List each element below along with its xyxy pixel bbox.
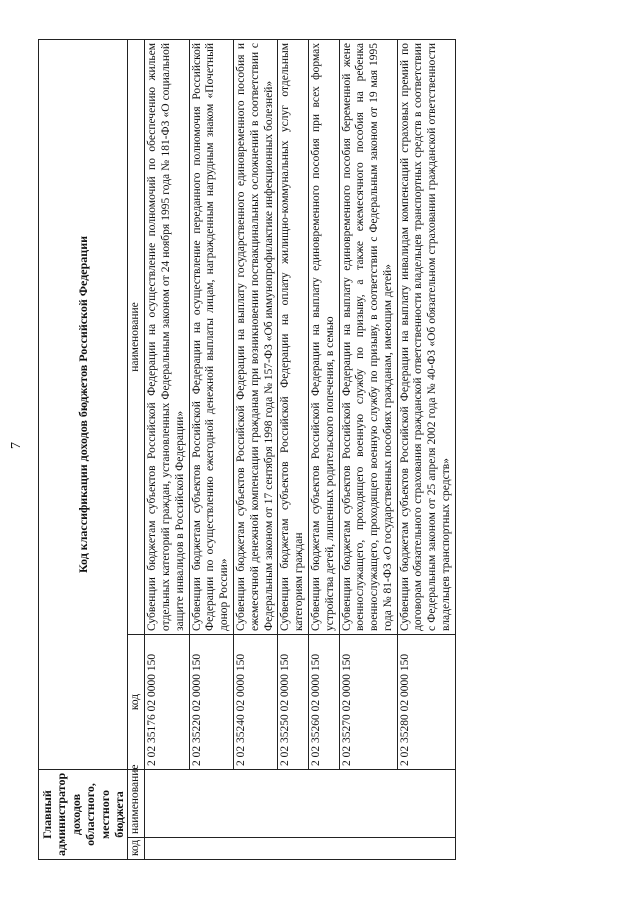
income-name: Субвенции бюджетам субъектов Российской Федерации на выплату единовременного пособия беременной жене военнослужащего, проходящего военную службу по призыву, а также ежемесячного пособия на ребенка военнослужащего, проходящего военную службу по призыву, в соответствии с Федеральным законом от 19 мая 1995 года № 81-ФЗ «О государственных пособиях гражданам, имеющим детей» xyxy=(339,40,397,635)
rotated-table-container xyxy=(38,40,598,860)
table-row xyxy=(397,40,455,860)
income-name: Субвенции бюджетам субъектов Российской Федерации на осуществление полномочий по обеспечению жильем отдельных категорий граждан, установленных Федеральным законом от 24 ноября 1995 года № 181-ФЗ «О социальной защите инвалидов в Российской Федерации» xyxy=(145,40,189,635)
col-kod-header: код xyxy=(128,838,145,860)
admin-name-cell xyxy=(145,770,456,838)
header-row-main xyxy=(39,40,128,860)
admin-header: Главный администратор доходов областного, местного бюджета xyxy=(39,770,128,860)
income-code: 2 02 35220 02 0000 150 xyxy=(189,635,233,770)
table-row xyxy=(145,40,189,860)
col-name-header: наименование xyxy=(128,40,145,635)
table-row xyxy=(308,40,339,860)
table-row xyxy=(189,40,233,860)
page-number: 7 xyxy=(9,442,24,449)
table-row xyxy=(233,40,277,860)
admin-code-cell xyxy=(145,838,456,860)
income-code: 2 02 35280 02 0000 150 xyxy=(397,635,455,770)
income-code: 2 02 35250 02 0000 150 xyxy=(278,635,309,770)
classification-header: Код классификации доходов бюджетов Российской Федерации xyxy=(39,40,128,770)
classification-table xyxy=(38,39,456,860)
income-code: 2 02 35176 02 0000 150 xyxy=(145,635,189,770)
income-code: 2 02 35240 02 0000 150 xyxy=(233,635,277,770)
col-code-header: код xyxy=(128,635,145,770)
income-name: Субвенции бюджетам субъектов Российской Федерации на осуществление переданного полномочия Российской Федерации по осуществлению ежегодной денежной выплаты лицам, награжденным нагрудным знаком «Почетный донор России» xyxy=(189,40,233,635)
income-name: Субвенции бюджетам субъектов Российской Федерации на выплату государственного единовременного пособия и ежемесячной денежной компенсации гражданам при возникновении поствакцинальных осложнений в соответствии с Федеральным законом от 17 сентября 1998 года № 157-ФЗ «Об иммунопрофилактике инфекционных болезней» xyxy=(233,40,277,635)
income-name: Субвенции бюджетам субъектов Российской Федерации на оплату жилищно-коммунальных услуг отдельным категориям граждан xyxy=(278,40,309,635)
income-code: 2 02 35260 02 0000 150 xyxy=(308,635,339,770)
table-row xyxy=(339,40,397,860)
header-row-sub xyxy=(128,40,145,860)
col-admin-name-header: наименование xyxy=(128,770,145,838)
income-name: Субвенции бюджетам субъектов Российской Федерации на выплату единовременного пособия при всех формах устройства детей, лишенных родительского попечения, в семью xyxy=(308,40,339,635)
income-name: Субвенции бюджетам субъектов Российской Федерации на выплату инвалидам компенсаций страховых премий по договорам обязательного страхования гражданской ответственности владельцев транспортных средств в соответствии с Федеральным законом от 25 апреля 2002 года № 40-ФЗ «Об обязательном страховании гражданской ответственности владельцев транспортных средств» xyxy=(397,40,455,635)
table-row xyxy=(278,40,309,860)
income-code: 2 02 35270 02 0000 150 xyxy=(339,635,397,770)
